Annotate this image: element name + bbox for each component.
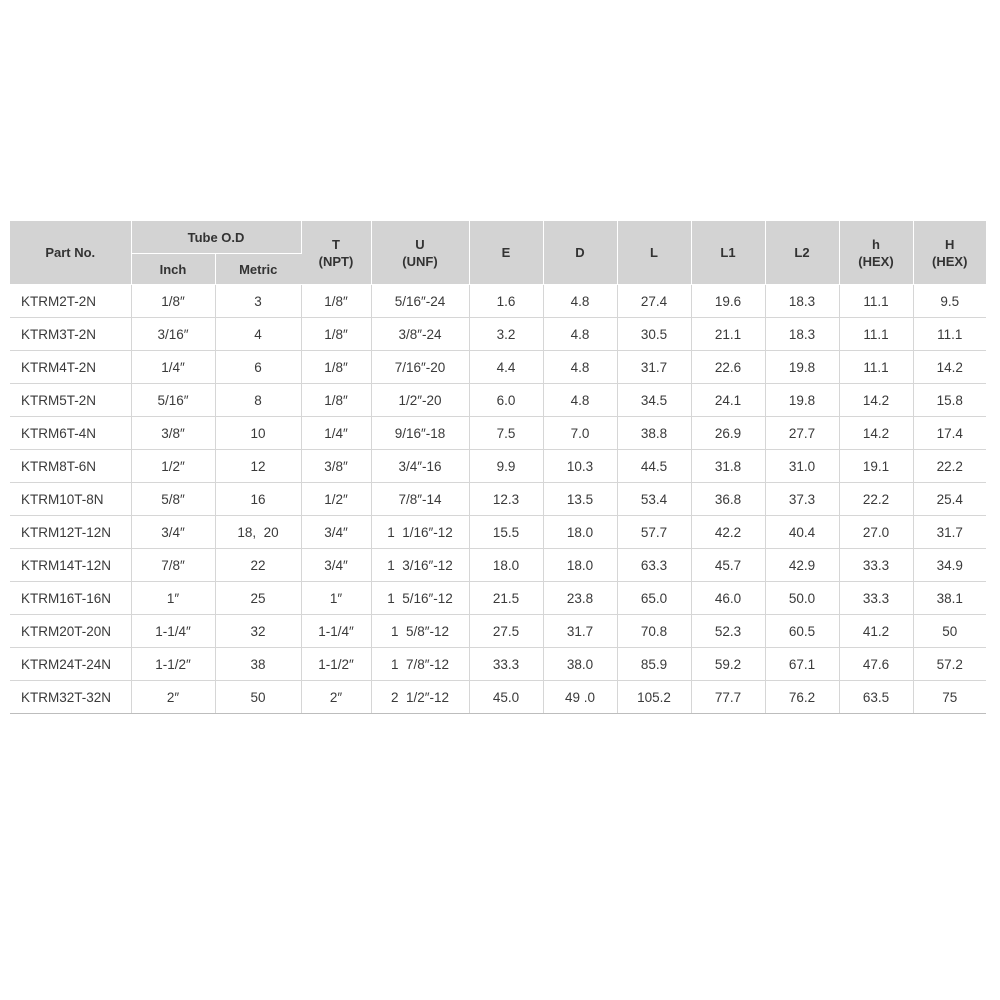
cell-t-npt: 1″: [301, 582, 371, 615]
cell-d: 4.8: [543, 384, 617, 417]
dimension-table-container: [10, 221, 986, 714]
header-row-top: [10, 221, 986, 254]
cell-u-unf: 7/16″-20: [371, 351, 469, 384]
cell-u-unf: 1/2″-20: [371, 384, 469, 417]
cell-u-unf: 1 7/8″-12: [371, 648, 469, 681]
cell-l2: 19.8: [765, 351, 839, 384]
cell-l2: 31.0: [765, 450, 839, 483]
cell-h-hex-large: 11.1: [913, 318, 986, 351]
cell-l2: 50.0: [765, 582, 839, 615]
cell-u-unf: 5/16″-24: [371, 285, 469, 318]
cell-l2: 27.7: [765, 417, 839, 450]
table-row: [10, 417, 986, 450]
cell-u-unf: 7/8″-14: [371, 483, 469, 516]
cell-u-unf: 3/4″-16: [371, 450, 469, 483]
header-metric: Metric: [215, 254, 301, 285]
cell-l: 70.8: [617, 615, 691, 648]
cell-inch: 5/8″: [131, 483, 215, 516]
cell-l2: 42.9: [765, 549, 839, 582]
cell-part-no: KTRM6T-4N: [10, 417, 131, 450]
cell-h-hex-large: 50: [913, 615, 986, 648]
cell-l1: 21.1: [691, 318, 765, 351]
header-u: [371, 221, 469, 285]
cell-t-npt: 3/4″: [301, 516, 371, 549]
cell-t-npt: 1-1/4″: [301, 615, 371, 648]
cell-t-npt: 1/8″: [301, 384, 371, 417]
cell-inch: 1/8″: [131, 285, 215, 318]
cell-e: 33.3: [469, 648, 543, 681]
cell-h-hex-large: 15.8: [913, 384, 986, 417]
cell-part-no: KTRM24T-24N: [10, 648, 131, 681]
cell-l: 57.7: [617, 516, 691, 549]
table-row: [10, 384, 986, 417]
cell-e: 27.5: [469, 615, 543, 648]
table-row: [10, 648, 986, 681]
cell-u-unf: 9/16″-18: [371, 417, 469, 450]
header-t-label: T: [332, 236, 340, 252]
cell-d: 18.0: [543, 516, 617, 549]
cell-d: 23.8: [543, 582, 617, 615]
cell-d: 18.0: [543, 549, 617, 582]
cell-e: 6.0: [469, 384, 543, 417]
cell-part-no: KTRM32T-32N: [10, 681, 131, 714]
cell-l1: 26.9: [691, 417, 765, 450]
cell-e: 7.5: [469, 417, 543, 450]
cell-l: 27.4: [617, 285, 691, 318]
cell-l2: 18.3: [765, 285, 839, 318]
cell-t-npt: 1/8″: [301, 318, 371, 351]
cell-e: 21.5: [469, 582, 543, 615]
cell-l2: 67.1: [765, 648, 839, 681]
cell-metric: 22: [215, 549, 301, 582]
cell-part-no: KTRM10T-8N: [10, 483, 131, 516]
cell-l1: 46.0: [691, 582, 765, 615]
cell-t-npt: 1-1/2″: [301, 648, 371, 681]
header-h-small-label: h: [872, 236, 880, 252]
cell-u-unf: 3/8″-24: [371, 318, 469, 351]
header-h-large-label: H: [945, 236, 955, 252]
header-h-large-sub: (HEX): [932, 253, 968, 269]
cell-d: 38.0: [543, 648, 617, 681]
header-t: [301, 221, 371, 285]
cell-h-hex-small: 14.2: [839, 384, 913, 417]
cell-h-hex-small: 33.3: [839, 549, 913, 582]
cell-u-unf: 1 5/8″-12: [371, 615, 469, 648]
cell-inch: 3/8″: [131, 417, 215, 450]
cell-metric: 10: [215, 417, 301, 450]
cell-l: 38.8: [617, 417, 691, 450]
cell-e: 45.0: [469, 681, 543, 714]
cell-e: 18.0: [469, 549, 543, 582]
cell-inch: 1″: [131, 582, 215, 615]
cell-inch: 1-1/2″: [131, 648, 215, 681]
cell-l: 65.0: [617, 582, 691, 615]
cell-inch: 5/16″: [131, 384, 215, 417]
cell-l: 85.9: [617, 648, 691, 681]
cell-part-no: KTRM4T-2N: [10, 351, 131, 384]
cell-l2: 19.8: [765, 384, 839, 417]
cell-u-unf: 1 1/16″-12: [371, 516, 469, 549]
cell-h-hex-small: 11.1: [839, 318, 913, 351]
cell-metric: 38: [215, 648, 301, 681]
table-row: [10, 516, 986, 549]
cell-h-hex-large: 25.4: [913, 483, 986, 516]
cell-h-hex-large: 34.9: [913, 549, 986, 582]
table-row: [10, 582, 986, 615]
cell-h-hex-large: 75: [913, 681, 986, 714]
cell-h-hex-small: 14.2: [839, 417, 913, 450]
cell-l: 44.5: [617, 450, 691, 483]
cell-l: 34.5: [617, 384, 691, 417]
cell-metric: 8: [215, 384, 301, 417]
cell-e: 12.3: [469, 483, 543, 516]
cell-l: 105.2: [617, 681, 691, 714]
cell-metric: 32: [215, 615, 301, 648]
header-l1: L1: [691, 221, 765, 285]
cell-part-no: KTRM8T-6N: [10, 450, 131, 483]
table-row: [10, 615, 986, 648]
cell-inch: 3/4″: [131, 516, 215, 549]
cell-metric: 18, 20: [215, 516, 301, 549]
cell-d: 10.3: [543, 450, 617, 483]
cell-h-hex-small: 22.2: [839, 483, 913, 516]
cell-d: 7.0: [543, 417, 617, 450]
cell-l: 53.4: [617, 483, 691, 516]
cell-metric: 16: [215, 483, 301, 516]
cell-part-no: KTRM14T-12N: [10, 549, 131, 582]
cell-h-hex-small: 11.1: [839, 351, 913, 384]
cell-l2: 60.5: [765, 615, 839, 648]
cell-e: 1.6: [469, 285, 543, 318]
cell-metric: 50: [215, 681, 301, 714]
table-row: [10, 285, 986, 318]
cell-d: 13.5: [543, 483, 617, 516]
cell-t-npt: 2″: [301, 681, 371, 714]
header-l: L: [617, 221, 691, 285]
cell-h-hex-large: 57.2: [913, 648, 986, 681]
cell-h-hex-small: 47.6: [839, 648, 913, 681]
cell-t-npt: 1/8″: [301, 351, 371, 384]
cell-part-no: KTRM16T-16N: [10, 582, 131, 615]
cell-t-npt: 3/8″: [301, 450, 371, 483]
cell-h-hex-large: 38.1: [913, 582, 986, 615]
cell-e: 9.9: [469, 450, 543, 483]
header-h-large: [913, 221, 986, 285]
cell-metric: 6: [215, 351, 301, 384]
cell-metric: 12: [215, 450, 301, 483]
cell-h-hex-large: 22.2: [913, 450, 986, 483]
header-l2: L2: [765, 221, 839, 285]
cell-l: 63.3: [617, 549, 691, 582]
table-row: [10, 351, 986, 384]
cell-l1: 59.2: [691, 648, 765, 681]
cell-part-no: KTRM20T-20N: [10, 615, 131, 648]
header-part-no: Part No.: [10, 221, 131, 285]
header-u-label: U: [415, 236, 425, 252]
header-tube-od: Tube O.D: [131, 221, 301, 254]
cell-h-hex-small: 27.0: [839, 516, 913, 549]
table-row: [10, 450, 986, 483]
cell-u-unf: 1 3/16″-12: [371, 549, 469, 582]
cell-t-npt: 1/2″: [301, 483, 371, 516]
dimension-table: [10, 221, 986, 714]
cell-d: 4.8: [543, 285, 617, 318]
cell-l1: 52.3: [691, 615, 765, 648]
cell-l1: 45.7: [691, 549, 765, 582]
cell-l1: 24.1: [691, 384, 765, 417]
cell-e: 3.2: [469, 318, 543, 351]
cell-inch: 3/16″: [131, 318, 215, 351]
cell-h-hex-small: 33.3: [839, 582, 913, 615]
cell-inch: 7/8″: [131, 549, 215, 582]
cell-t-npt: 3/4″: [301, 549, 371, 582]
cell-metric: 25: [215, 582, 301, 615]
header-h-small: [839, 221, 913, 285]
cell-metric: 3: [215, 285, 301, 318]
header-h-small-sub: (HEX): [858, 253, 894, 269]
table-row: [10, 681, 986, 714]
cell-inch: 1/4″: [131, 351, 215, 384]
cell-h-hex-large: 14.2: [913, 351, 986, 384]
cell-e: 15.5: [469, 516, 543, 549]
cell-l1: 19.6: [691, 285, 765, 318]
cell-d: 49 .0: [543, 681, 617, 714]
cell-part-no: KTRM2T-2N: [10, 285, 131, 318]
table-header: [10, 221, 986, 285]
cell-part-no: KTRM5T-2N: [10, 384, 131, 417]
cell-d: 4.8: [543, 351, 617, 384]
header-inch: Inch: [131, 254, 215, 285]
cell-inch: 1/2″: [131, 450, 215, 483]
table-row: [10, 483, 986, 516]
cell-l: 31.7: [617, 351, 691, 384]
cell-l: 30.5: [617, 318, 691, 351]
cell-d: 31.7: [543, 615, 617, 648]
header-u-sub: (UNF): [402, 253, 438, 269]
cell-h-hex-small: 63.5: [839, 681, 913, 714]
cell-metric: 4: [215, 318, 301, 351]
cell-h-hex-small: 41.2: [839, 615, 913, 648]
table-row: [10, 549, 986, 582]
cell-part-no: KTRM3T-2N: [10, 318, 131, 351]
cell-inch: 2″: [131, 681, 215, 714]
cell-h-hex-large: 17.4: [913, 417, 986, 450]
cell-l1: 77.7: [691, 681, 765, 714]
cell-t-npt: 1/4″: [301, 417, 371, 450]
table-row: [10, 318, 986, 351]
cell-l1: 36.8: [691, 483, 765, 516]
cell-l2: 37.3: [765, 483, 839, 516]
cell-l2: 18.3: [765, 318, 839, 351]
cell-l2: 40.4: [765, 516, 839, 549]
cell-u-unf: 1 5/16″-12: [371, 582, 469, 615]
header-e: E: [469, 221, 543, 285]
cell-l1: 42.2: [691, 516, 765, 549]
cell-e: 4.4: [469, 351, 543, 384]
table-body: [10, 285, 986, 714]
cell-l1: 31.8: [691, 450, 765, 483]
cell-l1: 22.6: [691, 351, 765, 384]
cell-h-hex-small: 19.1: [839, 450, 913, 483]
cell-h-hex-large: 9.5: [913, 285, 986, 318]
header-t-sub: (NPT): [318, 253, 354, 269]
cell-l2: 76.2: [765, 681, 839, 714]
cell-t-npt: 1/8″: [301, 285, 371, 318]
cell-h-hex-small: 11.1: [839, 285, 913, 318]
cell-u-unf: 2 1/2″-12: [371, 681, 469, 714]
cell-h-hex-large: 31.7: [913, 516, 986, 549]
cell-part-no: KTRM12T-12N: [10, 516, 131, 549]
header-d: D: [543, 221, 617, 285]
cell-d: 4.8: [543, 318, 617, 351]
cell-inch: 1-1/4″: [131, 615, 215, 648]
